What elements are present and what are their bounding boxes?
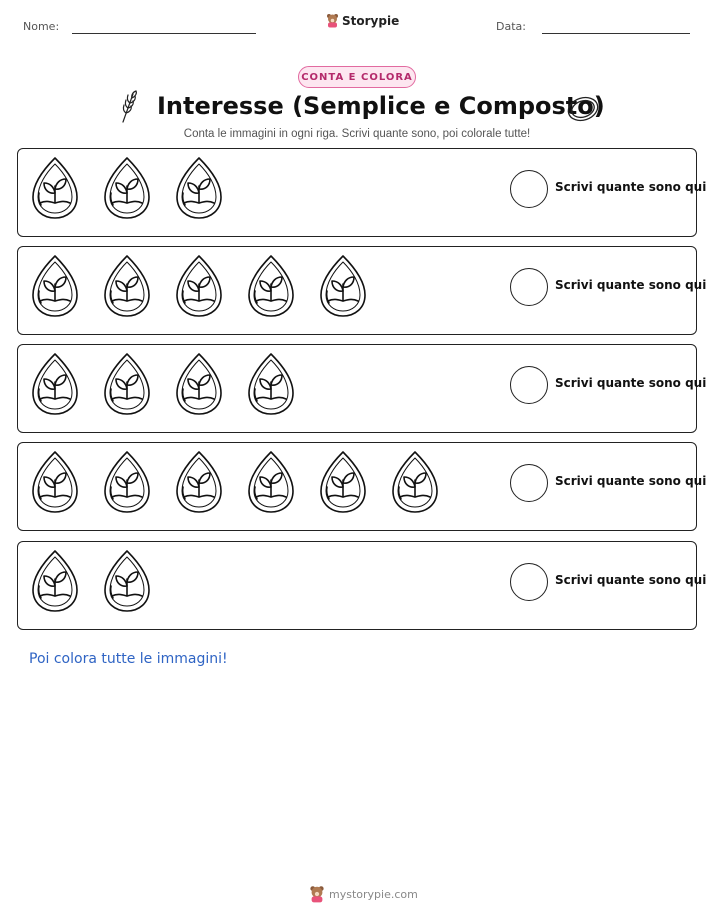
seed-sprout-icon	[30, 155, 80, 221]
answer-label: Scrivi quante sono qui	[555, 278, 707, 292]
seed-group	[30, 253, 368, 319]
seed-group	[30, 155, 224, 221]
seed-sprout-icon	[318, 253, 368, 319]
answer-label: Scrivi quante sono qui	[555, 474, 707, 488]
seed-sprout-icon	[30, 351, 80, 417]
wheat-icon	[118, 90, 140, 124]
seed-group	[30, 449, 440, 515]
answer-label: Scrivi quante sono qui	[555, 180, 707, 194]
answer-circle[interactable]	[510, 170, 548, 208]
seed-sprout-icon	[102, 155, 152, 221]
seed-sprout-icon	[30, 548, 80, 614]
bear-mascot-icon	[309, 885, 325, 903]
brand-name: Storypie	[342, 13, 400, 28]
counting-row	[17, 148, 707, 237]
seed-group	[30, 351, 296, 417]
date-line[interactable]	[542, 33, 690, 34]
answer-circle[interactable]	[510, 563, 548, 601]
seed-sprout-icon	[246, 253, 296, 319]
footer-url: mystorypie.com	[329, 887, 418, 901]
answer-label: Scrivi quante sono qui	[555, 573, 707, 587]
counting-row	[17, 541, 707, 630]
seed-sprout-icon	[102, 253, 152, 319]
seed-sprout-icon	[174, 253, 224, 319]
name-label: Nome:	[23, 20, 60, 33]
seed-sprout-icon	[390, 449, 440, 515]
seed-sprout-icon	[246, 449, 296, 515]
seed-group	[30, 548, 152, 614]
seed-sprout-icon	[30, 449, 80, 515]
footer-note: Poi colora tutte le immagini!	[29, 651, 228, 667]
date-label: Data:	[496, 20, 526, 33]
instructions: Conta le immagini in ogni riga. Scrivi quante sono, poi colorale tutte!	[183, 128, 531, 140]
bear-mascot-icon	[326, 13, 339, 28]
seed-sprout-icon	[174, 155, 224, 221]
seed-sprout-icon	[318, 449, 368, 515]
seed-sprout-icon	[102, 351, 152, 417]
coin-icon	[566, 94, 600, 124]
seed-sprout-icon	[246, 351, 296, 417]
answer-circle[interactable]	[510, 366, 548, 404]
title-row	[0, 90, 714, 126]
counting-row	[17, 442, 707, 531]
seed-sprout-icon	[174, 351, 224, 417]
page-title: Interesse (Semplice e Composto)	[157, 92, 605, 120]
seed-sprout-icon	[102, 548, 152, 614]
counting-row	[17, 246, 707, 335]
answer-label: Scrivi quante sono qui	[555, 376, 707, 390]
activity-badge: CONTA E COLORA	[298, 66, 416, 88]
brand-logo	[326, 13, 399, 28]
counting-row	[17, 344, 707, 433]
seed-sprout-icon	[30, 253, 80, 319]
answer-circle[interactable]	[510, 268, 548, 306]
name-line[interactable]	[72, 33, 256, 34]
answer-circle[interactable]	[510, 464, 548, 502]
footer	[309, 885, 418, 903]
seed-sprout-icon	[174, 449, 224, 515]
seed-sprout-icon	[102, 449, 152, 515]
